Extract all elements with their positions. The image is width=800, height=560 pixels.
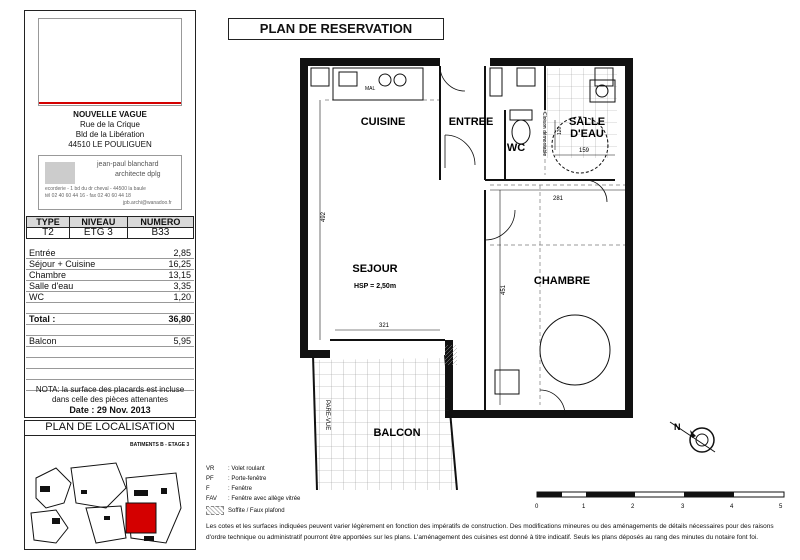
dim-120: 120 [557, 126, 563, 135]
compass-north-label: N [674, 422, 681, 432]
architect-contact: tél 02 40 60 44 16 - fax 02 40 60 44 18 [45, 193, 131, 199]
total-row: Total : 36,80 [26, 314, 194, 325]
architect-name: jean-paul blanchard [97, 161, 159, 168]
floor-plan [295, 50, 655, 490]
value-niveau: ETG 3 [69, 228, 127, 239]
unit-table [26, 216, 194, 239]
value-type: T2 [27, 228, 70, 239]
room-balcon: BALCON [373, 427, 421, 439]
dim-492: 492 [321, 211, 327, 222]
legend-item: F : Fenêtre [206, 486, 253, 492]
surface-row: Salle d'eau 3,35 [26, 281, 194, 292]
project-address-line: 44510 LE POULIGUEN [68, 140, 152, 149]
legend [206, 464, 300, 516]
architect-title: architecte dplg [115, 171, 161, 178]
surface-row: Entrée 2,85 [26, 248, 194, 259]
scale-bar [535, 488, 795, 514]
room-entree: ENTREE [448, 116, 494, 128]
note-text: NOTA: la surface des placards est incluse dans celle des pièces attenantes [35, 385, 185, 404]
dim-159: 159 [579, 148, 590, 154]
compass-rose [660, 410, 730, 460]
value-numero: B33 [127, 228, 193, 239]
project-block [24, 110, 196, 150]
hatch-swatch [206, 506, 224, 515]
project-address-line: Bld de la Libération [75, 130, 145, 139]
room-cuisine: CUISINE [360, 116, 406, 128]
legend-item: VR : Volet roulant [206, 466, 265, 472]
scale-label: 2 [631, 504, 635, 510]
scale-label: 3 [681, 504, 685, 510]
dim-451: 451 [501, 284, 507, 295]
mal-label: MAL [365, 86, 376, 92]
architect-contact: jpb.archi@wanadoo.fr [123, 200, 172, 206]
room-chambre: CHAMBRE [533, 275, 591, 287]
disclaimer: Les cotes et les surfaces indiquées peuvent varier légèrement en fonction des impératifs de construction. Des modifications mineures ou des aménagements de détails nécessaires pour des raisons d'ordre technique ou administratif pourront être apportées sur les plans. L'aménagement des cuisines est donné à titre indicatif. Seuls les plans déposés au rang des minutes du notaire font foi. [206, 523, 774, 541]
legend-item: FAV : Fenêtre avec allège vitrée [206, 496, 301, 502]
localisation-subtitle: BATIMENTS B - ETAGE 3 [130, 442, 190, 448]
legend-item: PF : Porte-fenêtre [206, 476, 267, 482]
surface-row: Séjour + Cuisine 16,25 [26, 259, 194, 270]
room-deau: D'EAU [570, 128, 604, 140]
logo-red-line [39, 102, 181, 104]
architect-block [38, 155, 182, 210]
localisation-map [26, 448, 194, 548]
header-numero: NUMERO [127, 217, 193, 228]
surface-row: WC 1,20 [26, 292, 194, 303]
scale-label: 1 [582, 504, 586, 510]
architect-logo [45, 162, 75, 184]
room-sejour: SEJOUR [352, 263, 398, 275]
project-address-line: Rue de la Crique [79, 120, 141, 129]
date-label: Date : 29 Nov. 2013 [69, 405, 151, 415]
pare-vue-label: PARE-VUE [324, 400, 330, 431]
scale-label: 4 [730, 504, 734, 510]
surfaces-table [26, 248, 194, 391]
project-name: NOUVELLE VAGUE [73, 110, 147, 119]
header-type: TYPE [27, 217, 70, 228]
scale-label: 0 [535, 504, 539, 510]
dim-321: 321 [379, 323, 390, 329]
dim-281: 281 [553, 196, 564, 202]
architect-contact: ecorderie - 1 bd du dr cheval - 44500 la baule [45, 186, 146, 192]
room-wc: WC [506, 142, 526, 154]
room-hsp: HSP = 2,50m [353, 283, 397, 290]
surface-row: Chambre 13,15 [26, 270, 194, 281]
room-salle: SALLE [568, 116, 606, 128]
legend-soffite: Soffite / Faux plafond [206, 506, 300, 516]
plan-title: PLAN DE RESERVATION [228, 18, 444, 40]
localisation-title: PLAN DE LOCALISATION [24, 421, 196, 436]
unit-location-marker [126, 503, 156, 533]
header-niveau: NIVEAU [69, 217, 127, 228]
logo-area [38, 18, 182, 106]
balcon-row: Balcon 5,95 [26, 336, 194, 347]
scale-label: 5 [779, 504, 783, 510]
cloison-label: Cloison démontable [541, 112, 547, 157]
